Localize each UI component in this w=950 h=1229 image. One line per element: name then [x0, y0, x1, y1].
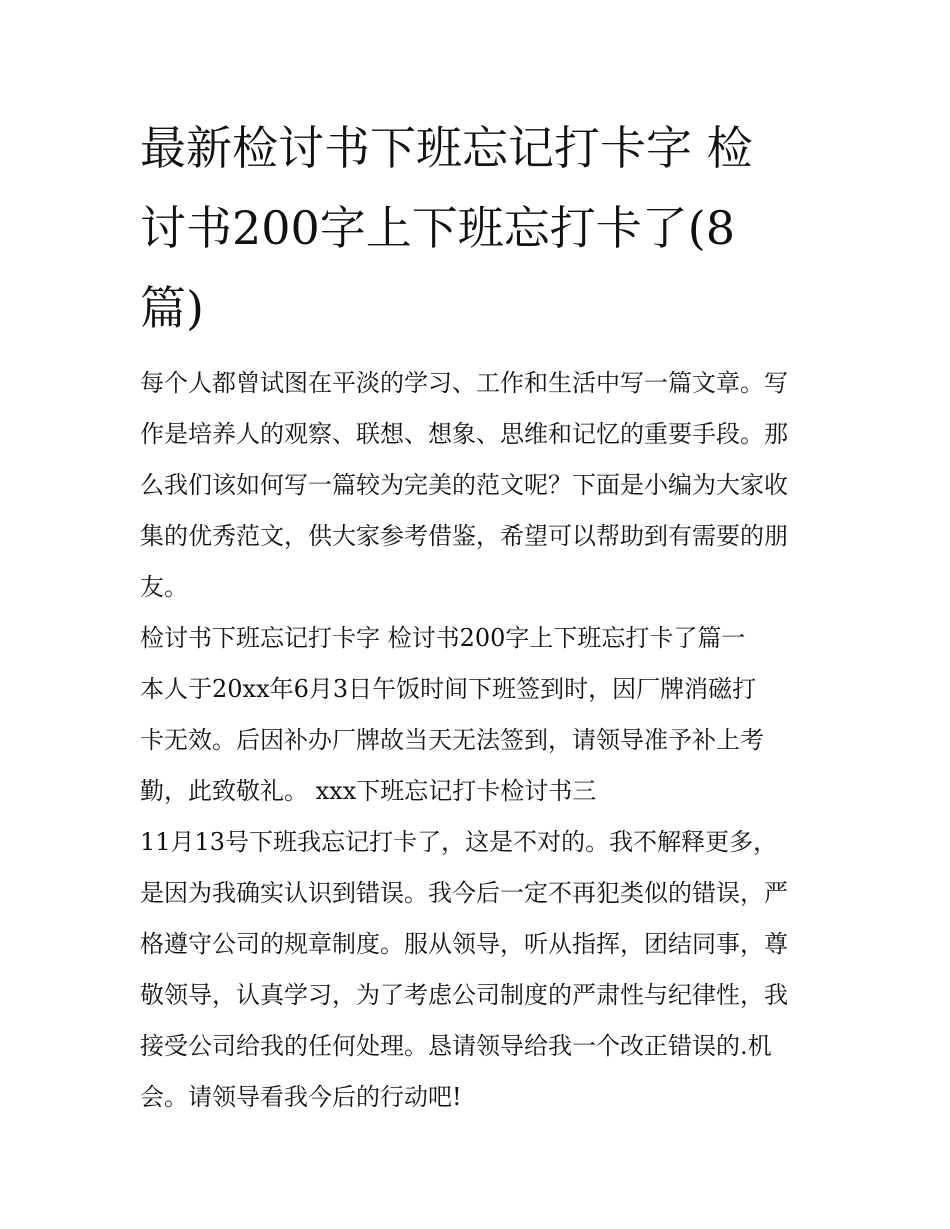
text-line: 本人于20xx年6月3日午饭时间下班签到时，因厂牌消磁打 — [140, 675, 757, 703]
text-line: 集的优秀范文，供大家参考借鉴，希望可以帮助到有需要的朋 — [140, 522, 788, 550]
text-line: 勤，此致敬礼。 xxx下班忘记打卡检讨书三 — [140, 777, 597, 805]
text-line: 敬领导，认真学习，为了考虑公司制度的严肃性与纪律性，我 — [140, 981, 788, 1009]
body-paragraph — [140, 664, 812, 817]
text-line: 检讨书下班忘记打卡字 检讨书200字上下班忘打卡了篇一 — [140, 624, 746, 652]
text-line: 友。 — [140, 573, 188, 601]
intro-paragraph — [140, 358, 812, 613]
text-line: 作是培养人的观察、联想、想象、思维和记忆的重要手段。那 — [140, 420, 788, 448]
title-line: 最新检讨书下班忘记打卡字 检 — [140, 121, 753, 175]
text-line: 每个人都曾试图在平淡的学习、工作和生活中写一篇文章。写 — [140, 369, 788, 397]
text-line: 么我们该如何写一篇较为完美的范文呢？下面是小编为大家收 — [140, 471, 788, 499]
text-line: 会。请领导看我今后的行动吧! — [140, 1083, 462, 1111]
text-line: 格遵守公司的规章制度。服从领导，听从指挥，团结同事，尊 — [140, 930, 788, 958]
document-body — [140, 358, 812, 1123]
document-title — [140, 108, 812, 348]
text-line: 是因为我确实认识到错误。我今后一定不再犯类似的错误，严 — [140, 879, 788, 907]
document-content — [140, 108, 812, 1123]
title-line: 篇) — [140, 281, 204, 335]
text-line: 接受公司给我的任何处理。恳请领导给我一个改正错误的.机 — [140, 1032, 772, 1060]
text-line: 卡无效。后因补办厂牌故当天无法签到，请领导准予补上考 — [140, 726, 764, 754]
title-line: 讨书200字上下班忘打卡了(8 — [140, 201, 736, 255]
body-paragraph — [140, 817, 812, 1123]
section-heading — [140, 613, 812, 664]
text-line: 11月13号下班我忘记打卡了，这是不对的。我不解释更多， — [140, 828, 778, 856]
